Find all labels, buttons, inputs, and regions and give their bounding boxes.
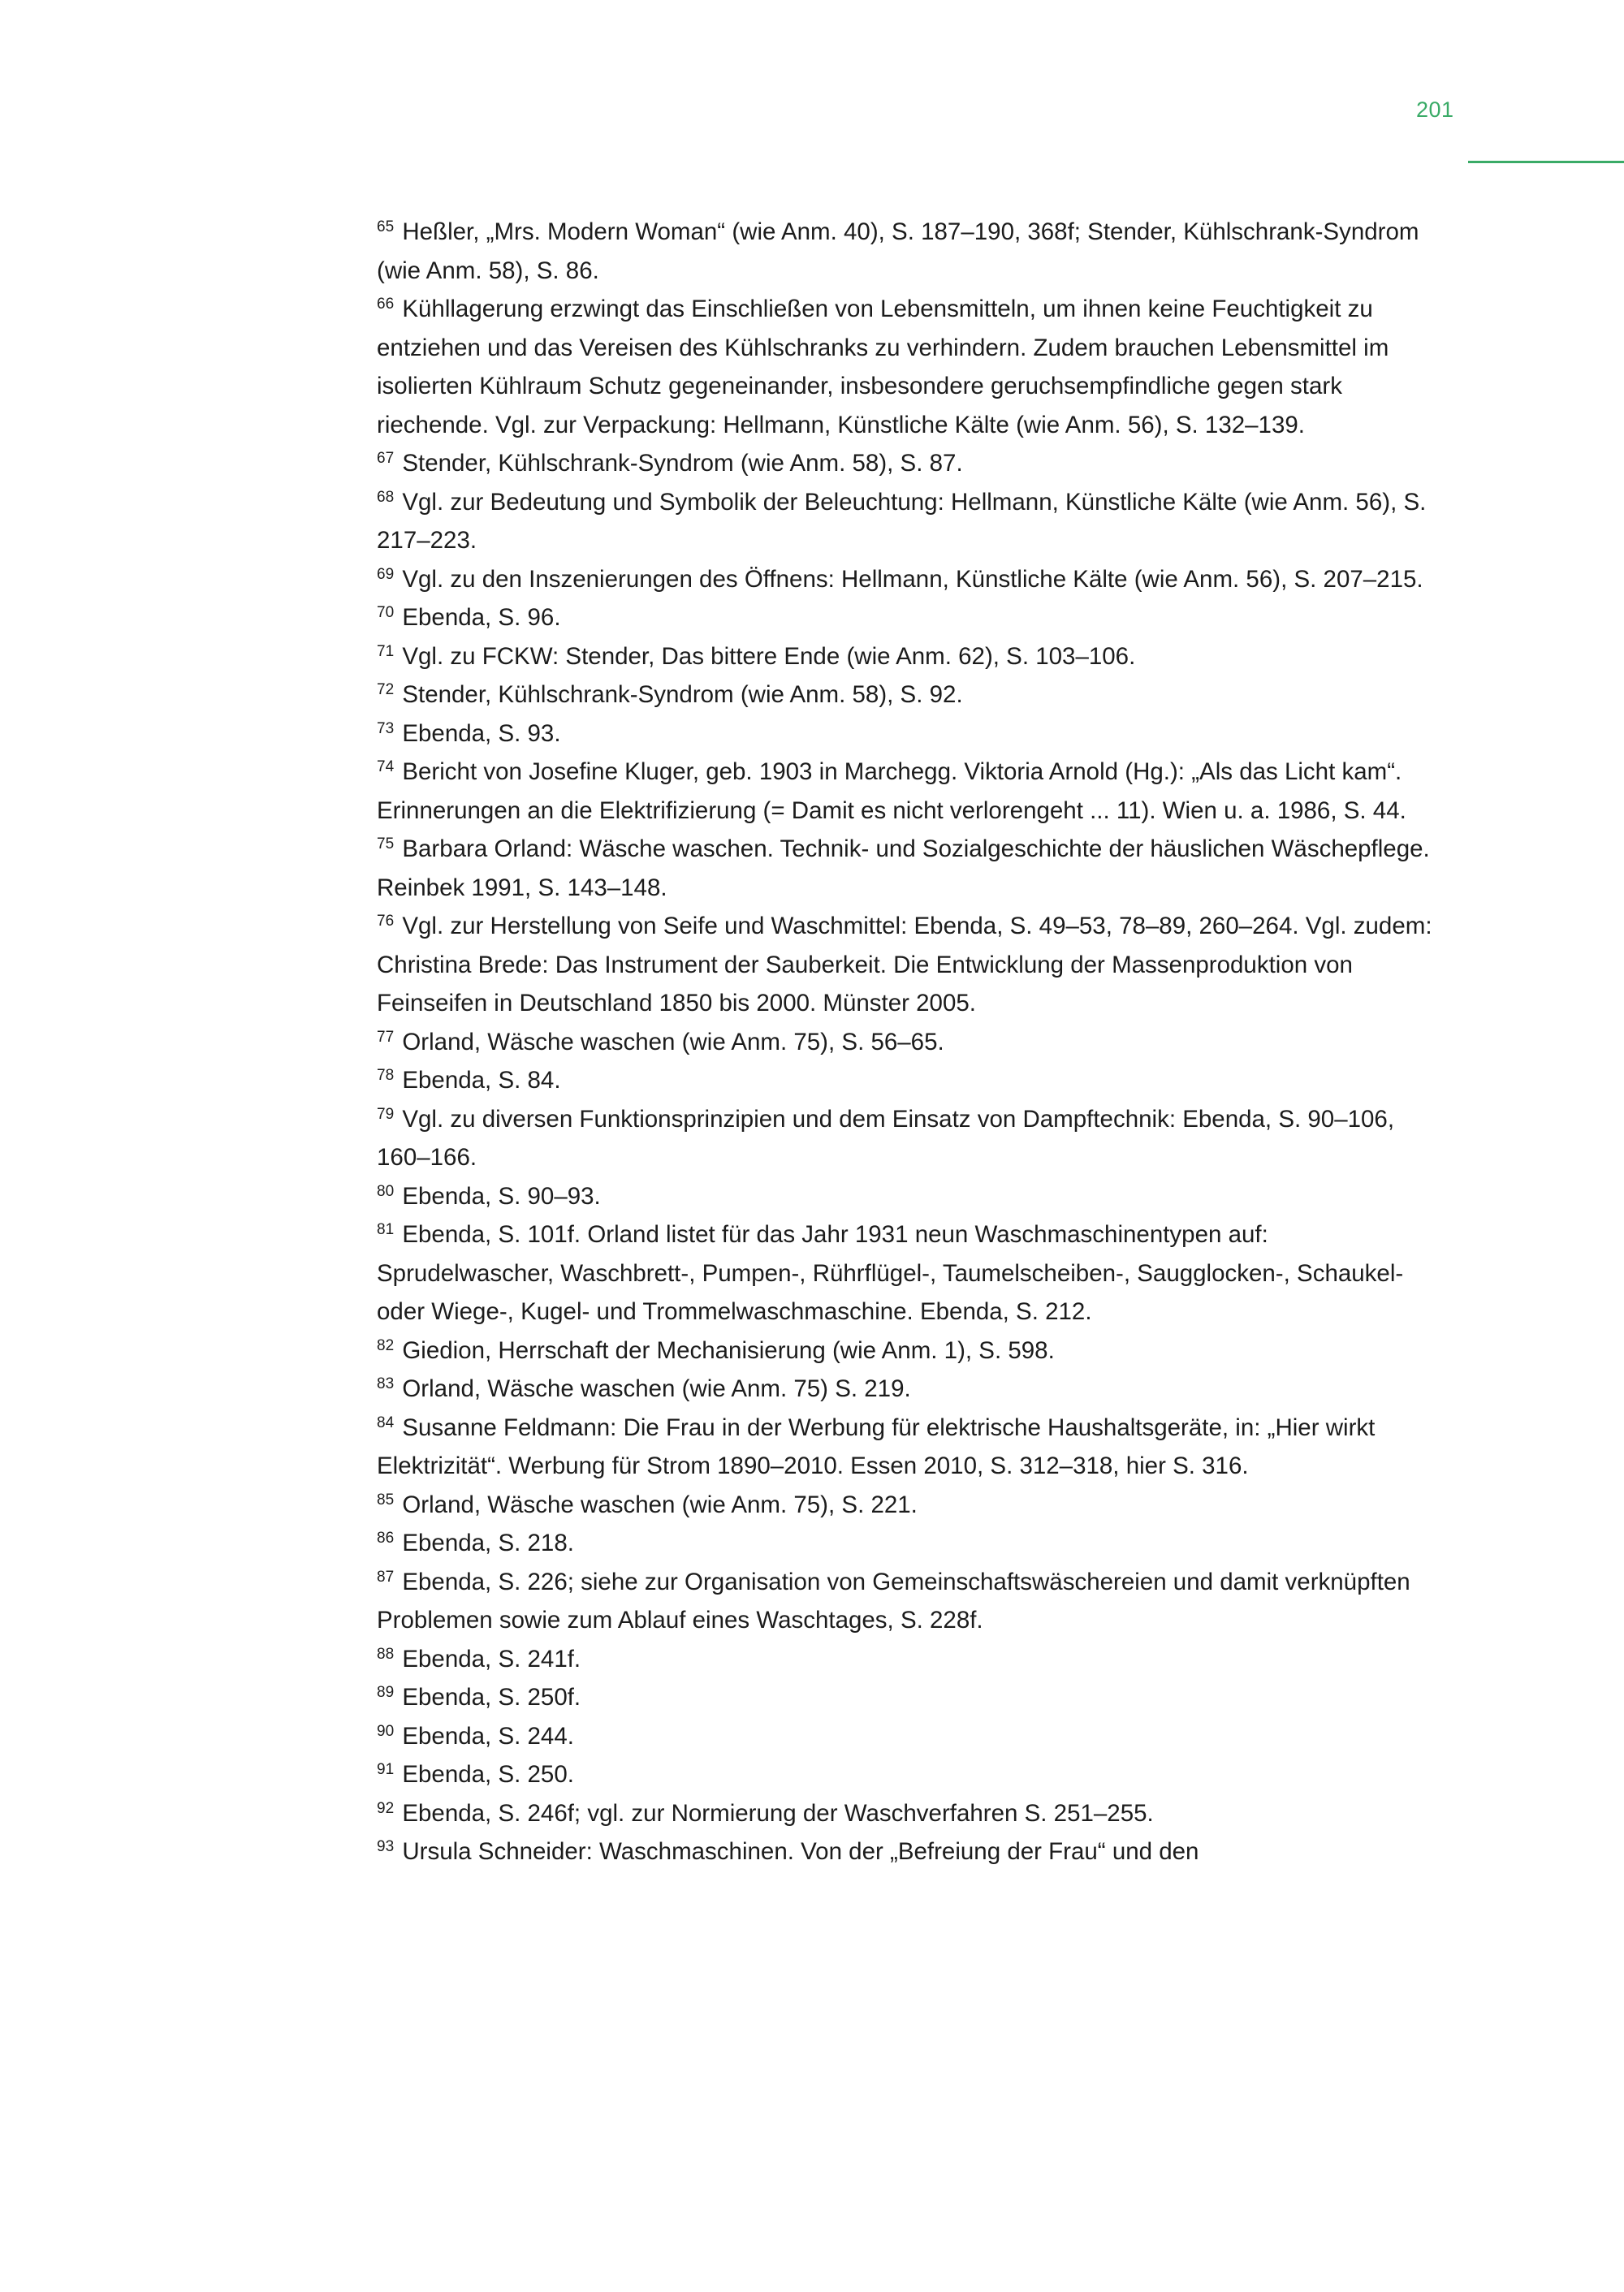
footnote-marker: 89: [377, 1684, 395, 1701]
footnote-marker: 85: [377, 1491, 395, 1509]
footnote-entry: [377, 444, 1432, 483]
footnote-text: Heßler, „Mrs. Modern Woman“ (wie Anm. 40), S. 187–190, 368f; Stender, Kühlschrank-Syndrom (wie Anm. 58), S. 86.: [377, 218, 1419, 284]
footnote-marker: 68: [377, 488, 395, 506]
footnote-text: Ebenda, S. 246f; vgl. zur Normierung der Waschverfahren S. 251–255.: [395, 1799, 1154, 1827]
footnote-entry: [377, 213, 1432, 290]
footnote-text: Ebenda, S. 218.: [395, 1530, 574, 1556]
footnote-entry: [377, 676, 1432, 714]
footnote-marker: 91: [377, 1761, 395, 1778]
footnote-text: Ebenda, S. 96.: [395, 604, 561, 631]
footnote-marker: 80: [377, 1182, 395, 1200]
footnote-text: Barbara Orland: Wäsche waschen. Technik- und Sozialgeschichte der häuslichen Wäschepflege. Reinbek 1991, S. 143–148.: [377, 835, 1430, 901]
footnote-text: Vgl. zur Herstellung von Seife und Waschmittel: Ebenda, S. 49–53, 78–89, 260–264. Vgl. zudem: Christina Brede: Das Instrument der Sauberkeit. Die Entwicklung der Massenproduktion von Feinseifen in Deutschland 1850 bis 2000. Münster 2005.: [377, 913, 1432, 1017]
footnote-marker: 83: [377, 1375, 395, 1392]
footnote-text: Ebenda, S. 241f.: [395, 1645, 581, 1673]
footnote-text: Susanne Feldmann: Die Frau in der Werbung für elektrische Haushaltsgeräte, in: „Hier wirkt Elektrizität“. Werbung für Strom 1890–2010. Essen 2010, S. 312–318, hier S. 316.: [377, 1414, 1376, 1479]
footnote-marker: 69: [377, 565, 395, 583]
footnote-marker: 66: [377, 296, 395, 313]
footnote-marker: 81: [377, 1221, 395, 1238]
footnote-entry: [377, 1215, 1432, 1332]
footnote-text: Vgl. zu diversen Funktionsprinzipien und dem Einsatz von Dampftechnik: Ebenda, S. 90–106, 160–166.: [377, 1105, 1395, 1171]
footnote-marker: 86: [377, 1530, 395, 1547]
footnote-text: Ebenda, S. 226; siehe zur Organisation von Gemeinschaftswäschereien und damit verknüpften Problemen sowie zum Ablauf eines Waschtages, S. 228f.: [377, 1568, 1410, 1634]
footnote-marker: 79: [377, 1105, 395, 1123]
footnote-marker: 71: [377, 642, 395, 660]
footnote-marker: 88: [377, 1645, 395, 1663]
footnote-entry: [377, 1061, 1432, 1100]
header-rule: [1468, 161, 1624, 163]
footnote-text: Ebenda, S. 101f. Orland listet für das Jahr 1931 neun Waschmaschinentypen auf: Sprudelwascher, Waschbrett-, Pumpen-, Rührflügel-, Taumelscheiben-, Saugglocken-, Schaukel- oder Wiege-, Kugel- und Trommelwaschmaschine. Ebenda, S. 212.: [377, 1221, 1404, 1325]
footnote-entry: [377, 830, 1432, 907]
footnote-text: Orland, Wäsche waschen (wie Anm. 75), S. 221.: [395, 1491, 918, 1518]
footnote-marker: 77: [377, 1028, 395, 1046]
footnote-text: Kühllagerung erzwingt das Einschließen von Lebensmitteln, um ihnen keine Feuchtigkeit zu entziehen und das Vereisen des Kühlschranks zu verhindern. Zudem brauchen Lebensmittel im isolierten Kühlraum Schutz gegeneinander, insbesondere geruchsempfindliche gegen stark riechende. Vgl. zur Verpackung: Hellmann, Künstliche Kälte (wie Anm. 56), S. 132–139.: [377, 296, 1389, 438]
footnote-text: Vgl. zu den Inszenierungen des Öffnens: Hellmann, Künstliche Kälte (wie Anm. 56), S. 207–215.: [395, 565, 1423, 593]
footnote-entry: [377, 1524, 1432, 1563]
page-number: 201: [1416, 97, 1454, 122]
footnote-entry: [377, 1717, 1432, 1756]
footnote-marker: 78: [377, 1067, 395, 1084]
footnote-text: Ebenda, S. 244.: [395, 1722, 574, 1750]
footnote-text: Ebenda, S. 250.: [395, 1761, 574, 1788]
page-header: [1372, 97, 1535, 123]
footnote-text: Ebenda, S. 250f.: [395, 1684, 581, 1711]
footnote-marker: 76: [377, 913, 395, 930]
footnote-entry: [377, 1100, 1432, 1177]
footnote-entry: [377, 1640, 1432, 1679]
footnote-entry: [377, 753, 1432, 830]
footnote-text: Stender, Kühlschrank-Syndrom (wie Anm. 58), S. 92.: [395, 681, 963, 708]
footnote-text: Ursula Schneider: Waschmaschinen. Von der „Befreiung der Frau“ und den: [395, 1838, 1199, 1865]
footnote-entry: [377, 1563, 1432, 1640]
footnote-text: Ebenda, S. 84.: [395, 1067, 561, 1094]
footnote-marker: 72: [377, 681, 395, 698]
footnote-entry: [377, 714, 1432, 753]
footnote-marker: 73: [377, 719, 395, 737]
footnote-entry: [377, 1370, 1432, 1409]
footnote-entry: [377, 1023, 1432, 1062]
footnote-entry: [377, 290, 1432, 444]
footnote-marker: 75: [377, 835, 395, 852]
footnote-entry: [377, 1486, 1432, 1525]
footnote-entry: [377, 560, 1432, 599]
footnote-text: Ebenda, S. 90–93.: [395, 1182, 601, 1210]
footnote-text: Giedion, Herrschaft der Mechanisierung (wie Anm. 1), S. 598.: [395, 1336, 1055, 1364]
footnote-marker: 82: [377, 1336, 395, 1354]
footnote-entry: [377, 1678, 1432, 1717]
footnote-marker: 92: [377, 1799, 395, 1817]
footnote-entry: [377, 637, 1432, 676]
footnote-entry: [377, 1409, 1432, 1486]
footnote-entry: [377, 907, 1432, 1023]
footnote-marker: 70: [377, 604, 395, 621]
footnote-list: [377, 213, 1432, 1871]
footnote-entry: [377, 598, 1432, 637]
footnote-text: Bericht von Josefine Kluger, geb. 1903 in Marchegg. Viktoria Arnold (Hg.): „Als das Licht kam“. Erinnerungen an die Elektrifizierung (= Damit es nicht verlorengeht ... 11). Wien u. a. 1986, S. 44.: [377, 758, 1406, 824]
footnote-marker: 67: [377, 450, 395, 467]
footnote-marker: 87: [377, 1568, 395, 1586]
footnote-entry: [377, 483, 1432, 560]
footnote-text: Stender, Kühlschrank-Syndrom (wie Anm. 58), S. 87.: [395, 450, 963, 477]
footnote-text: Orland, Wäsche waschen (wie Anm. 75), S. 56–65.: [395, 1028, 944, 1055]
footnote-marker: 84: [377, 1414, 395, 1431]
footnote-entry: [377, 1177, 1432, 1216]
footnote-entry: [377, 1332, 1432, 1370]
footnote-entry: [377, 1755, 1432, 1794]
footnote-entry: [377, 1794, 1432, 1833]
footnote-text: Ebenda, S. 93.: [395, 719, 561, 747]
footnote-text: Vgl. zur Bedeutung und Symbolik der Beleuchtung: Hellmann, Künstliche Kälte (wie Anm. 56), S. 217–223.: [377, 488, 1427, 554]
footnote-marker: 74: [377, 758, 395, 775]
footnote-text: Vgl. zu FCKW: Stender, Das bittere Ende (wie Anm. 62), S. 103–106.: [395, 642, 1136, 670]
footnote-marker: 93: [377, 1838, 395, 1855]
footnote-text: Orland, Wäsche waschen (wie Anm. 75) S. 219.: [395, 1375, 911, 1402]
footnote-marker: 65: [377, 218, 395, 235]
footnote-entry: [377, 1832, 1432, 1871]
footnote-marker: 90: [377, 1722, 395, 1740]
